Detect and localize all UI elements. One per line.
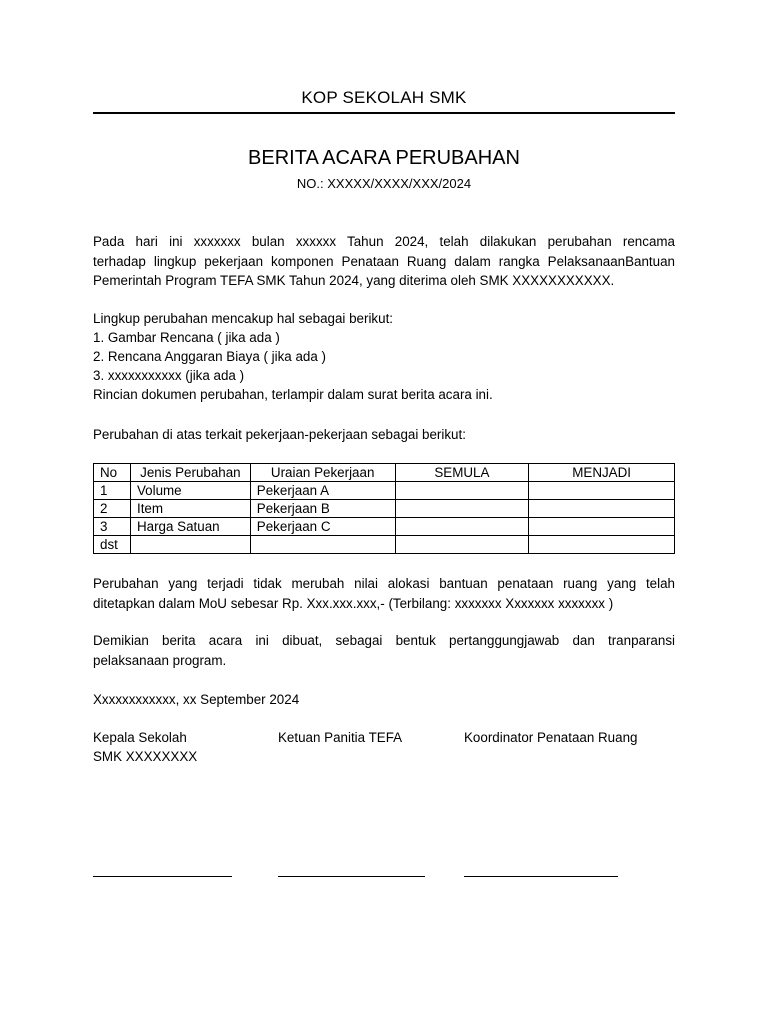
cell-menjadi bbox=[529, 536, 675, 554]
cell-no: 2 bbox=[94, 500, 131, 518]
header-semula: SEMULA bbox=[395, 464, 529, 482]
scope-intro: Lingkup perubahan mencakup hal sebagai berikut: bbox=[93, 311, 394, 326]
opening-line-1: Pada hari ini xxxxxxx bulan xxxxxx Tahun 2024, telah dilakukan perubahan rencama bbox=[93, 234, 675, 249]
table-intro: Perubahan di atas terkait pekerjaan-pekerjaan sebagai berikut: bbox=[93, 427, 466, 442]
document-number: NO.: XXXXX/XXXX/XXX/2024 bbox=[296, 176, 472, 191]
header-no: No bbox=[94, 464, 131, 482]
cell-semula bbox=[395, 536, 529, 554]
cell-no: 1 bbox=[94, 482, 131, 500]
cell-semula bbox=[395, 500, 529, 518]
cell-uraian: Pekerjaan B bbox=[250, 500, 395, 518]
signatory-koordinator: Koordinator Penataan Ruang bbox=[464, 730, 638, 745]
cell-menjadi bbox=[529, 482, 675, 500]
cell-no: 3 bbox=[94, 518, 131, 536]
scope-note: Rincian dokumen perubahan, terlampir dalam surat berita acara ini. bbox=[93, 387, 493, 402]
table-row bbox=[94, 500, 675, 518]
cell-semula bbox=[395, 518, 529, 536]
cell-jenis: Item bbox=[130, 500, 250, 518]
closing-paragraph bbox=[93, 631, 675, 670]
header-jenis: Jenis Perubahan bbox=[130, 464, 250, 482]
cell-uraian: Pekerjaan A bbox=[250, 482, 395, 500]
document-title: BERITA ACARA PERUBAHAN bbox=[248, 147, 520, 169]
header-menjadi: MENJADI bbox=[529, 464, 675, 482]
school-letterhead: KOP SEKOLAH SMK bbox=[301, 88, 467, 107]
opening-line-3: Pemerintah Program TEFA SMK Tahun 2024, yang diterima oleh SMK XXXXXXXXXXX. bbox=[93, 273, 615, 288]
cell-jenis: Volume bbox=[130, 482, 250, 500]
cell-menjadi bbox=[529, 518, 675, 536]
signature-line-koordinator bbox=[464, 876, 618, 877]
closing-line-2: pelaksanaan program. bbox=[93, 652, 227, 668]
signature-line-ketua bbox=[278, 876, 425, 877]
signature-line-kepala bbox=[93, 876, 232, 877]
scope-item: 2. Rencana Anggaran Biaya ( jika ada ) bbox=[93, 349, 326, 364]
allocation-paragraph bbox=[93, 574, 675, 613]
table-header-row bbox=[94, 464, 675, 482]
letterhead-divider bbox=[93, 112, 675, 114]
changes-table bbox=[93, 463, 675, 554]
signatory-school-name: SMK XXXXXXXX bbox=[93, 749, 198, 764]
cell-uraian: Pekerjaan C bbox=[250, 518, 395, 536]
header-uraian: Uraian Pekerjaan bbox=[250, 464, 395, 482]
cell-jenis: Harga Satuan bbox=[130, 518, 250, 536]
table-row bbox=[94, 536, 675, 554]
opening-paragraph bbox=[93, 232, 675, 291]
scope-item: 1. Gambar Rencana ( jika ada ) bbox=[93, 330, 280, 345]
opening-line-2: terhadap lingkup pekerjaan komponen Penataan Ruang dalam rangka PelaksanaanBantuan bbox=[93, 253, 675, 269]
signatory-kepala-sekolah: Kepala Sekolah bbox=[93, 730, 187, 745]
cell-no: dst bbox=[94, 536, 131, 554]
table-row bbox=[94, 518, 675, 536]
cell-uraian bbox=[250, 536, 395, 554]
closing-line-1: Demikian berita acara ini dibuat, sebagai bentuk pertanggungjawab dan tranparansi bbox=[93, 633, 675, 648]
place-date: Xxxxxxxxxxxx, xx September 2024 bbox=[93, 692, 300, 707]
allocation-line-1: Perubahan yang terjadi tidak merubah nilai alokasi bantuan penataan ruang yang telah bbox=[93, 576, 675, 591]
cell-menjadi bbox=[529, 500, 675, 518]
signatory-ketua-panitia: Ketuan Panitia TEFA bbox=[278, 730, 403, 745]
allocation-line-2: ditetapkan dalam MoU sebesar Rp. Xxx.xxx.xxx,- (Terbilang: xxxxxxx Xxxxxxx xxxxxxx ) bbox=[93, 595, 614, 611]
table-row bbox=[94, 482, 675, 500]
cell-jenis bbox=[130, 536, 250, 554]
scope-item: 3. xxxxxxxxxxx (jika ada ) bbox=[93, 368, 245, 383]
cell-semula bbox=[395, 482, 529, 500]
